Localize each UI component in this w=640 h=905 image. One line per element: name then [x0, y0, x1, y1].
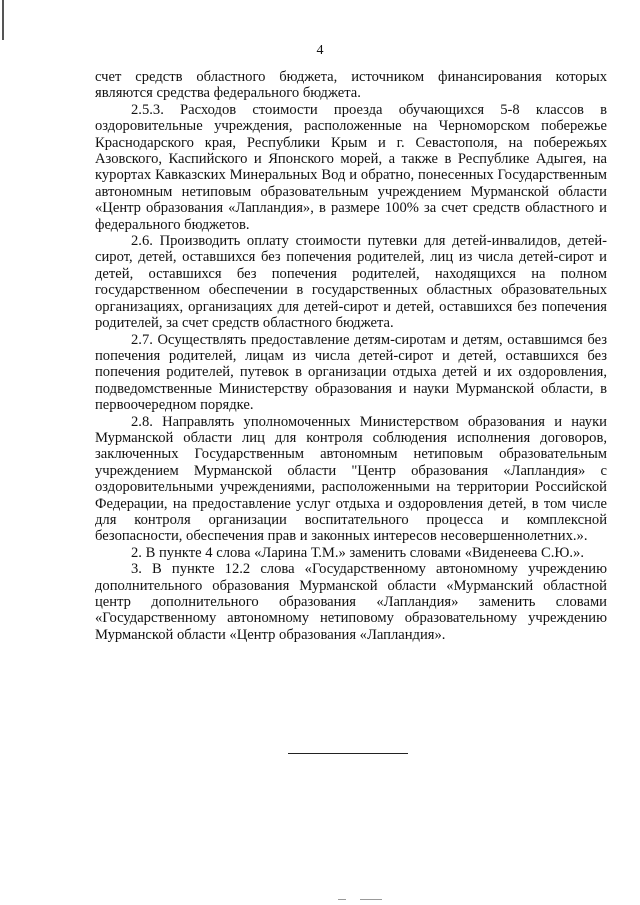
paragraph-item-3: 3. В пункте 12.2 слова «Государственному автономному учреждению дополнительного образования Мурманской области «Мурманский областной центр дополнительного образования «Лапландия» заменить словами «Государственному автономному нетиповому образовательному учреждению Мурманской области «Центр образования «Лапландия».	[95, 561, 607, 643]
paragraph-2-8: 2.8. Направлять уполномоченных Министерством образования и науки Мурманской области лиц для контроля соблюдения исполнения договоров, заключенных Государственным автономным нетиповым образовательным учреждением Мурманской области "Центр образования «Лапландия» с оздоровительными учреждениями, расположенными на территории Российской Федерации, на предоставление услуг отдыха и оздоровления детей, в том числе для контроля организации воспитательного процесса и комплексной безопасности, обеспечения прав и законных интересов несовершеннолетних.».	[95, 413, 607, 545]
paragraph-2-5-3: 2.5.3. Расходов стоимости проезда обучающихся 5-8 классов в оздоровительные учреждения, расположенные на Черноморском побережье Краснодарского края, Республики Крым и г. Севастополя, на побережьях Азовского, Каспийского и Японского морей, а также в Республике Адыгея, на курортах Кавказских Минеральных Вод и обратно, понесенных Государственным автономным нетиповым образовательным учреждением Мурманской области «Центр образования «Лапландия», в размере 100% за счет средств областного и федерального бюджетов.	[95, 101, 607, 233]
footer-scan-mark	[360, 899, 382, 900]
scan-edge-mark	[2, 0, 4, 40]
end-separator-line	[288, 753, 408, 754]
paragraph-2-6: 2.6. Производить оплату стоимости путевки для детей-инвалидов, детей-сирот, детей, оставшихся без попечения родителей, лиц из числа детей-сирот и детей, оставшихся без попечения родителей, находящихся на полном государственном обеспечении в государственных областных образовательных организациях, организациях для детей-сирот и детей, оставшихся без попечения родителей, за счет средств областного бюджета.	[95, 233, 607, 332]
paragraph-item-2: 2. В пункте 4 слова «Ларина Т.М.» заменить словами «Виденеева С.Ю.».	[131, 544, 584, 561]
paragraph-continuation: счет средств областного бюджета, источником финансирования которых являются средства федерального бюджета.	[95, 69, 607, 102]
page-number: 4	[316, 43, 324, 58]
document-body	[95, 69, 607, 643]
footer-scan-mark	[338, 899, 346, 900]
paragraph-2-7: 2.7. Осуществлять предоставление детям-сиротам и детям, оставшимся без попечения родителей, лицам из числа детей-сирот и детей, оставшихся без попечения родителей, путевок в организации отдыха детей и их оздоровления, подведомственные Министерству образования и науки Мурманской области, в первоочередном порядке.	[95, 331, 607, 414]
